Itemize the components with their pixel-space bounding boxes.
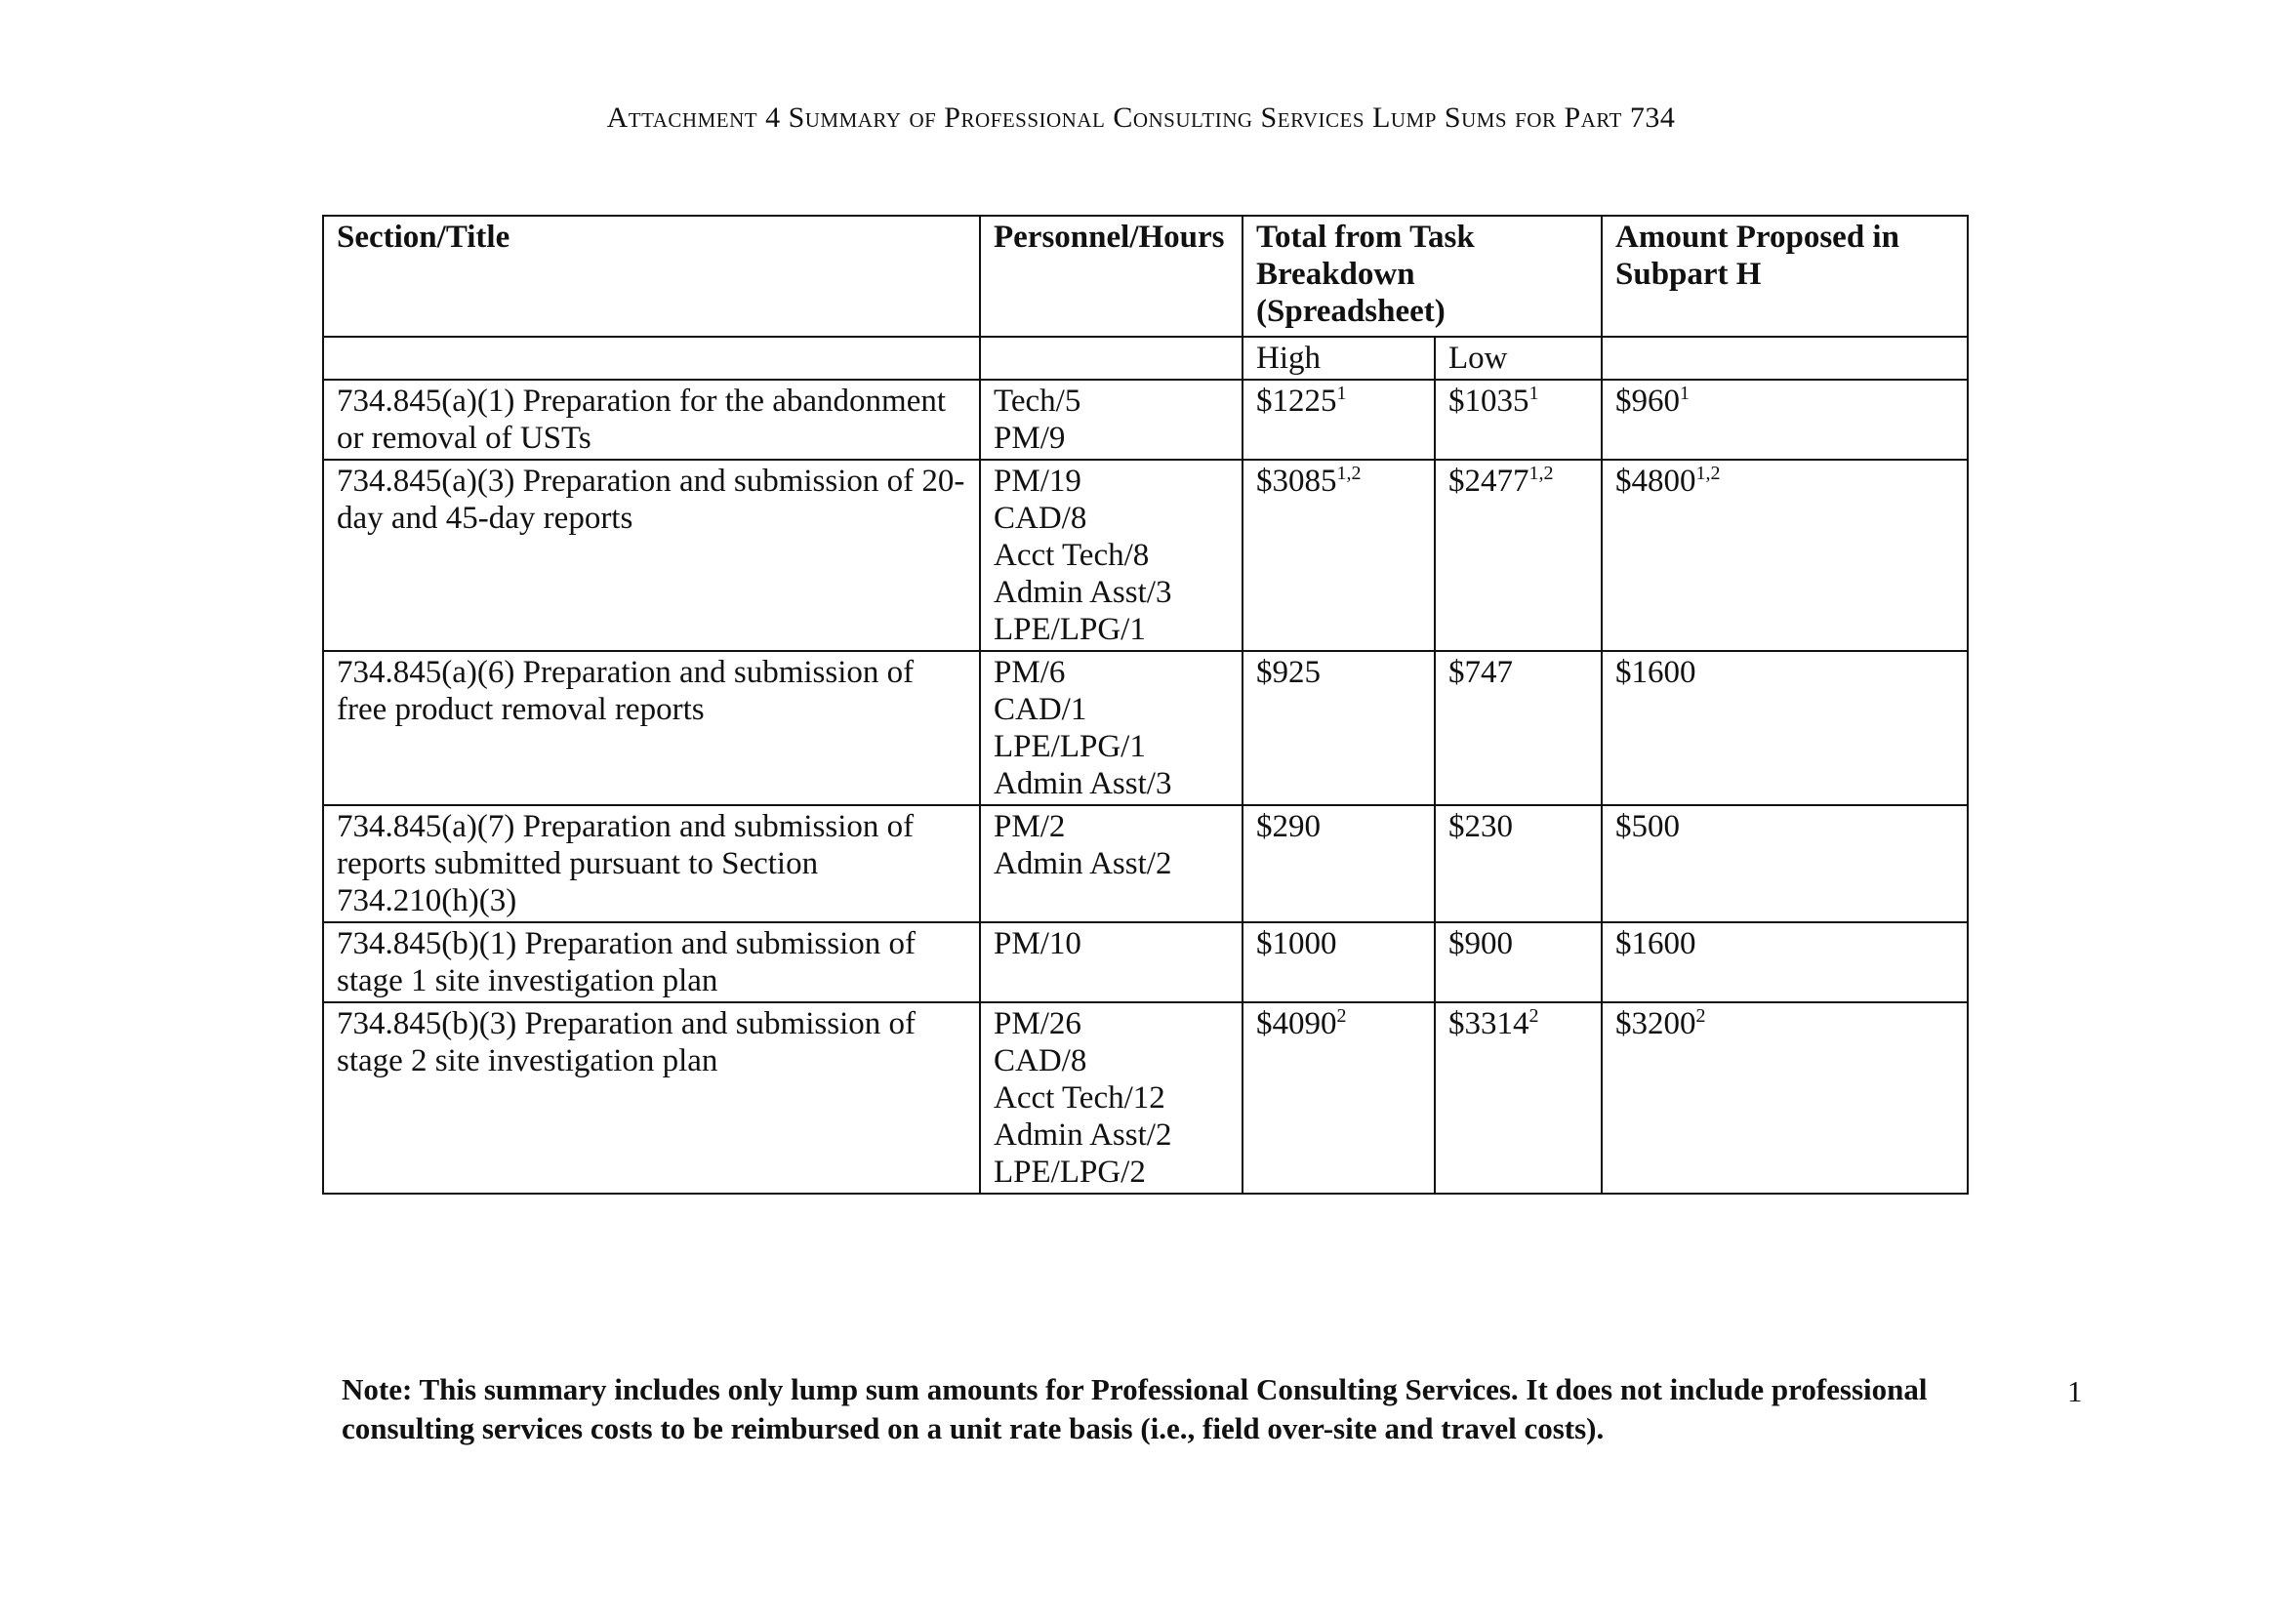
- table-row: [323, 922, 1968, 1002]
- cell-low-amount-value: $900: [1448, 926, 1513, 961]
- cell-section-title: 734.845(a)(6) Preparation and submission of free product removal reports: [323, 651, 980, 805]
- personnel-line: Acct Tech/12: [994, 1080, 1165, 1116]
- cell-proposed-amount-value: $4800: [1615, 464, 1696, 499]
- cell-proposed-amount: [1602, 1002, 1968, 1194]
- personnel-line: PM/26: [994, 1006, 1081, 1041]
- table-header-row: [323, 216, 1968, 337]
- personnel-line: PM/10: [994, 926, 1081, 961]
- subheader-empty-proposed: [1602, 337, 1968, 380]
- personnel-line: LPE/LPG/2: [994, 1155, 1146, 1190]
- cell-high-amount-value: $925: [1256, 655, 1321, 690]
- table-row: [323, 380, 1968, 460]
- cell-proposed-amount-value: $3200: [1615, 1006, 1696, 1041]
- table-subheader-row: [323, 337, 1968, 380]
- footnote-marker: 1,2: [1528, 463, 1554, 484]
- cell-high-amount: [1243, 922, 1435, 1002]
- personnel-line: Acct Tech/8: [994, 538, 1150, 573]
- header-total-from-task: Total from Task Breakdown (Spreadsheet): [1243, 216, 1602, 337]
- footnote-marker: 2: [1528, 1005, 1539, 1027]
- table-row: [323, 805, 1968, 922]
- table-row: [323, 651, 1968, 805]
- personnel-line: Tech/5: [994, 384, 1081, 419]
- personnel-line: Admin Asst/2: [994, 846, 1172, 881]
- header-amount-proposed: Amount Proposed in Subpart H: [1602, 216, 1968, 337]
- cell-low-amount-value: $3314: [1448, 1006, 1529, 1041]
- personnel-line: Admin Asst/3: [994, 766, 1172, 801]
- cell-high-amount-value: $1225: [1256, 384, 1337, 419]
- subheader-empty-section: [323, 337, 980, 380]
- footnote-marker: 1: [1336, 383, 1347, 404]
- cell-low-amount-value: $230: [1448, 809, 1513, 844]
- subheader-low: Low: [1435, 337, 1602, 380]
- footnote-note: Note: This summary includes only lump sum amounts for Professional Consulting Services. It does not include professional consulting services costs to be reimbursed on a unit rate basis (i.e., field over-site and travel costs).: [342, 1372, 1928, 1445]
- cell-section-title: 734.845(a)(1) Preparation for the abandonment or removal of USTs: [323, 380, 980, 460]
- personnel-line: PM/6: [994, 655, 1066, 690]
- personnel-line: PM/9: [994, 421, 1066, 456]
- cell-proposed-amount-value: $500: [1615, 809, 1680, 844]
- cell-proposed-amount: [1602, 922, 1968, 1002]
- personnel-line: Admin Asst/3: [994, 575, 1172, 610]
- cell-personnel-hours: [980, 922, 1243, 1002]
- cell-low-amount: [1435, 1002, 1602, 1194]
- personnel-line: PM/19: [994, 464, 1081, 499]
- cell-personnel-hours: [980, 651, 1243, 805]
- cell-section-title: 734.845(a)(3) Preparation and submission of 20-day and 45-day reports: [323, 460, 980, 651]
- personnel-line: CAD/1: [994, 692, 1087, 727]
- personnel-line: Admin Asst/2: [994, 1117, 1172, 1153]
- cell-low-amount-value: $2477: [1448, 464, 1529, 499]
- cell-high-amount-value: $1000: [1256, 926, 1337, 961]
- footnote-marker: 1,2: [1695, 463, 1721, 484]
- cell-high-amount: [1243, 460, 1435, 651]
- cell-section-title: 734.845(b)(1) Preparation and submission of stage 1 site investigation plan: [323, 922, 980, 1002]
- cell-proposed-amount: [1602, 651, 1968, 805]
- cell-section-title: 734.845(a)(7) Preparation and submission of reports submitted pursuant to Section 734.210(h)(3): [323, 805, 980, 922]
- cell-proposed-amount-value: $960: [1615, 384, 1680, 419]
- table-row: [323, 460, 1968, 651]
- cell-low-amount: [1435, 460, 1602, 651]
- footnote-marker: 1: [1528, 383, 1539, 404]
- cell-high-amount: [1243, 380, 1435, 460]
- cell-low-amount-value: $747: [1448, 655, 1513, 690]
- table-body: [323, 380, 1968, 1194]
- cell-proposed-amount: [1602, 380, 1968, 460]
- personnel-line: LPE/LPG/1: [994, 729, 1146, 764]
- footnote-marker: 2: [1695, 1005, 1706, 1027]
- cell-high-amount: [1243, 805, 1435, 922]
- personnel-line: CAD/8: [994, 501, 1087, 536]
- footnote-marker: 1: [1680, 383, 1690, 404]
- page-title: Attachment 4 Summary of Professional Consulting Services Lump Sums for Part 734: [606, 102, 1676, 134]
- cell-personnel-hours: [980, 805, 1243, 922]
- footnote-marker: 2: [1336, 1005, 1347, 1027]
- cell-high-amount: [1243, 651, 1435, 805]
- cell-high-amount-value: $4090: [1256, 1006, 1337, 1041]
- personnel-line: PM/2: [994, 809, 1066, 844]
- footnote-marker: 1,2: [1336, 463, 1362, 484]
- cell-proposed-amount-value: $1600: [1615, 926, 1696, 961]
- cell-personnel-hours: [980, 460, 1243, 651]
- cell-proposed-amount-value: $1600: [1615, 655, 1696, 690]
- table-row: [323, 1002, 1968, 1194]
- subheader-empty-personnel: [980, 337, 1243, 380]
- subheader-high: High: [1243, 337, 1435, 380]
- header-personnel-hours: Personnel/Hours: [980, 216, 1243, 337]
- lump-sum-table: [322, 215, 1969, 1195]
- cell-low-amount: [1435, 805, 1602, 922]
- cell-proposed-amount: [1602, 460, 1968, 651]
- cell-personnel-hours: [980, 380, 1243, 460]
- cell-low-amount-value: $1035: [1448, 384, 1529, 419]
- cell-high-amount: [1243, 1002, 1435, 1194]
- personnel-line: CAD/8: [994, 1043, 1087, 1078]
- cell-section-title: 734.845(b)(3) Preparation and submission of stage 2 site investigation plan: [323, 1002, 980, 1194]
- header-section-title: Section/Title: [323, 216, 980, 337]
- cell-proposed-amount: [1602, 805, 1968, 922]
- personnel-line: LPE/LPG/1: [994, 612, 1146, 647]
- cell-high-amount-value: $3085: [1256, 464, 1337, 499]
- cell-personnel-hours: [980, 1002, 1243, 1194]
- cell-low-amount: [1435, 922, 1602, 1002]
- cell-high-amount-value: $290: [1256, 809, 1321, 844]
- page-number: 1: [2067, 1374, 2083, 1408]
- cell-low-amount: [1435, 380, 1602, 460]
- cell-low-amount: [1435, 651, 1602, 805]
